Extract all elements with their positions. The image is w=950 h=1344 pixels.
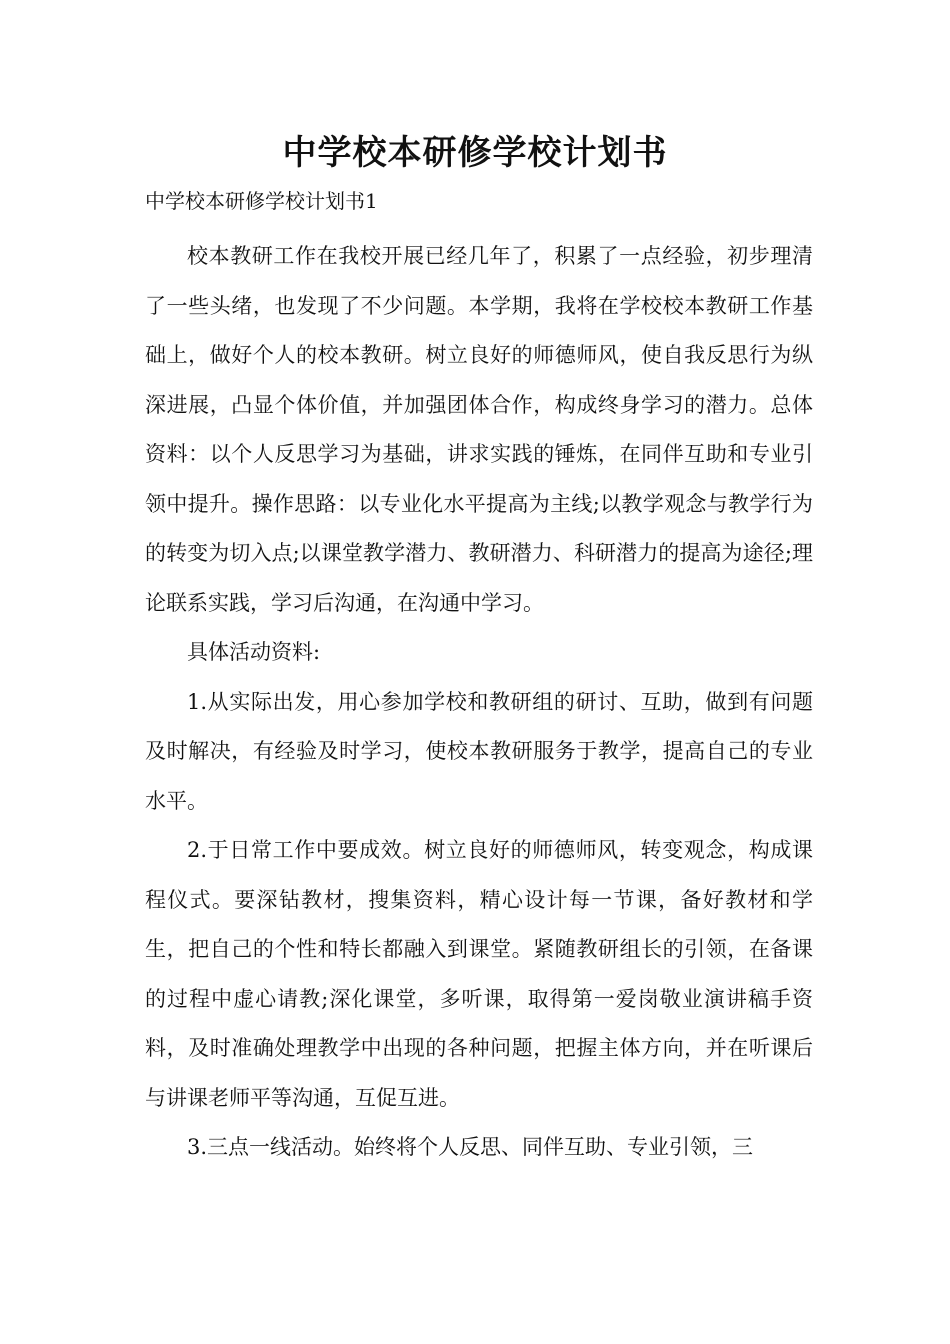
document-subtitle: 中学校本研修学校计划书1 [145,189,378,213]
paragraph-activities-heading: 具体活动资料: [187,640,321,664]
paragraph-item-1: 1.从实际出发，用心参加学校和教研组的研讨、互助，做到有问题及时解决，有经验及时学习，使校本教研服务于教学，提高自己的专业水平。 [145,689,813,813]
paragraph-item-2: 2.于日常工作中要成效。树立良好的师德师风，转变观念，构成课程仪式。要深钻教材，搜集资料，精心设计每一节课，备好教材和学生，把自己的个性和特长都融入到课堂。紧随教研组长的引领，在备课的过程中虚心请教;深化课堂，多听课，取得第一爱岗敬业演讲稿手资料，及时准确处理教学中出现的各种问题，把握主体方向，并在听课后与讲课老师平等沟通，互促互进。 [145,838,813,1110]
document-body [145,232,813,1173]
paragraph-intro: 校本教研工作在我校开展已经几年了，积累了一点经验，初步理清了一些头绪，也发现了不少问题。本学期，我将在学校校本教研工作基础上，做好个人的校本教研。树立良好的师德师风，使自我反思行为纵深进展，凸显个体价值，并加强团体合作，构成终身学习的潜力。总体资料：以个人反思学习为基础，讲求实践的锤炼，在同伴互助和专业引领中提升。操作思路：以专业化水平提高为主线;以教学观念与教学行为的转变为切入点;以课堂教学潜力、教研潜力、科研潜力的提高为途径;理论联系实践，学习后沟通，在沟通中学习。 [145,244,813,615]
paragraph-item-3: 3.三点一线活动。始终将个人反思、同伴互助、专业引领，三 [187,1135,754,1159]
document-title: 中学校本研修学校计划书 [282,133,668,173]
